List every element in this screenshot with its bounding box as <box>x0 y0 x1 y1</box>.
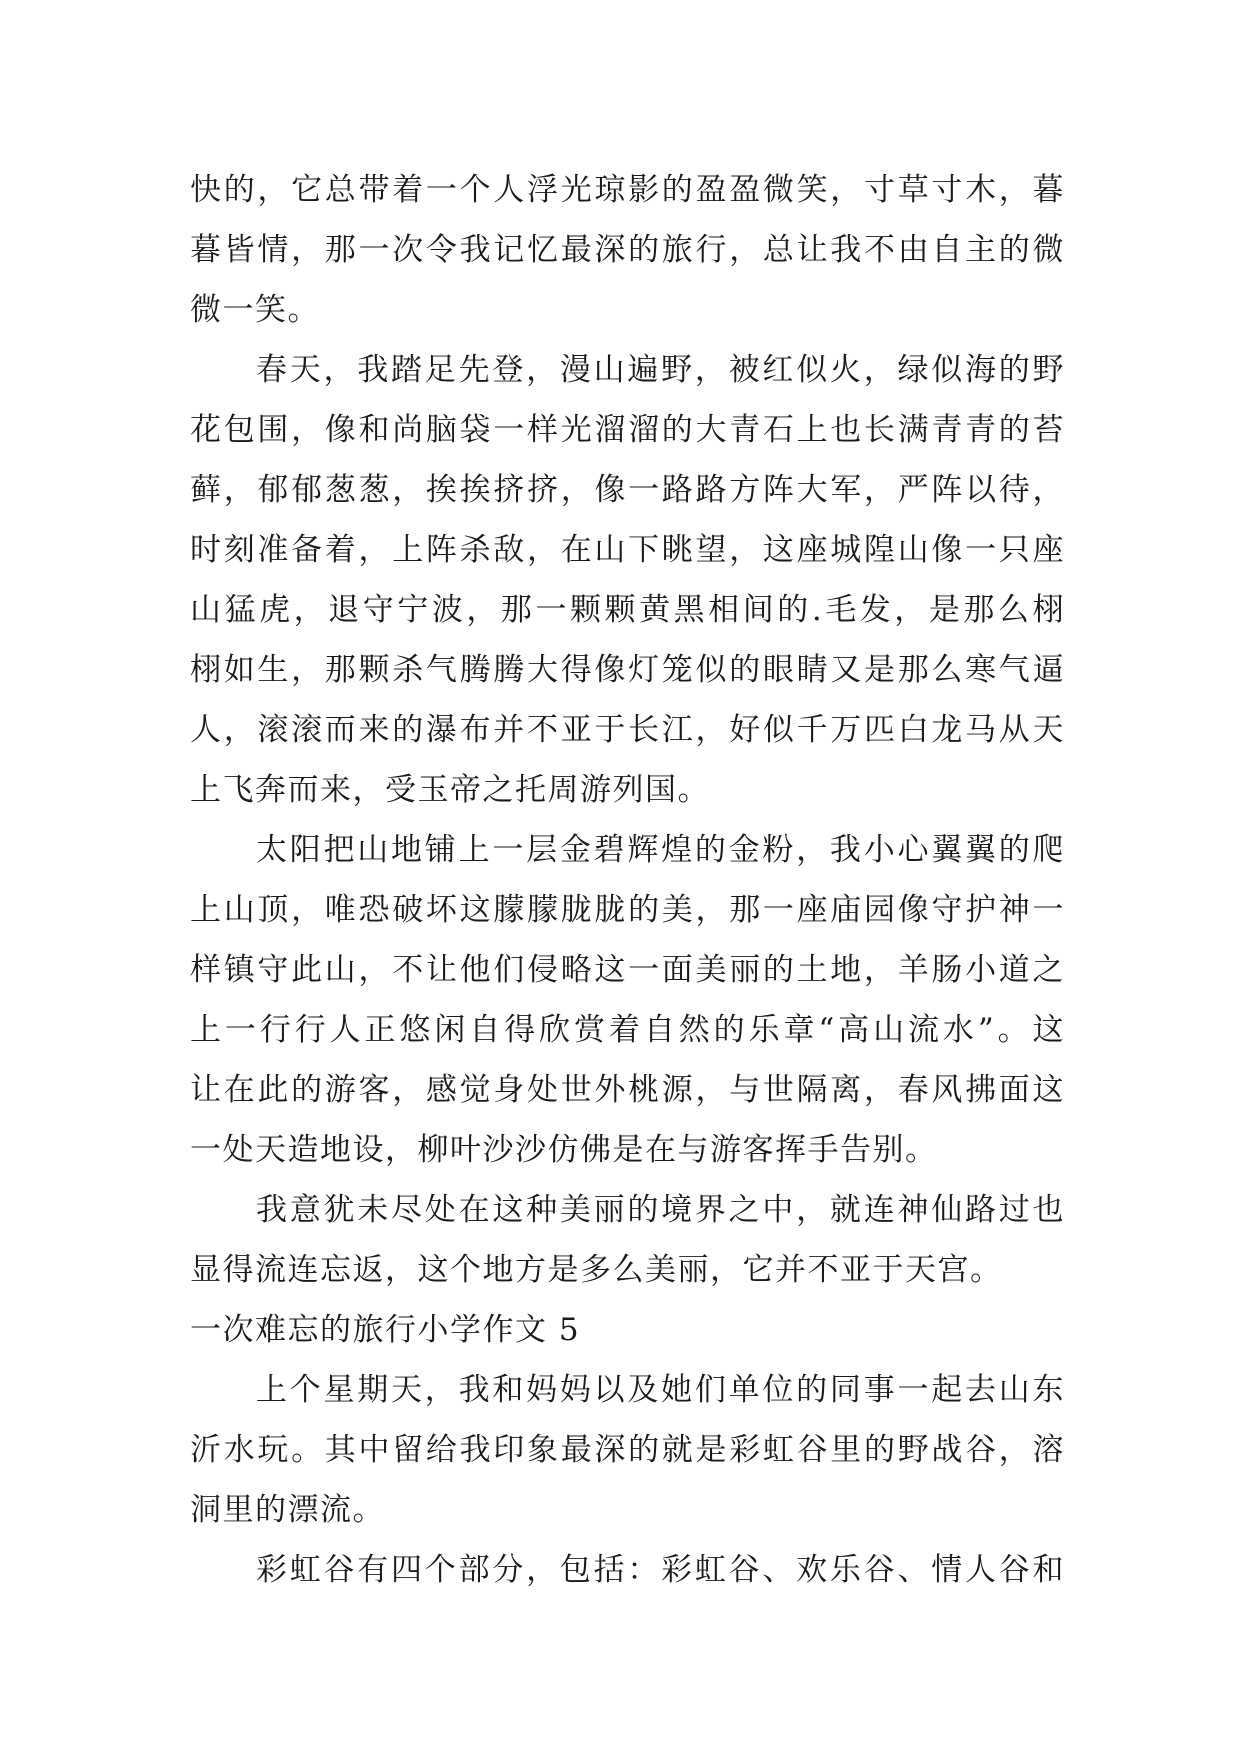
text-line: 藓，郁郁葱葱，挨挨挤挤，像一路路方阵大军，严阵以待， <box>190 472 1065 508</box>
text-line: 上个星期天，我和妈妈以及她们单位的同事一起去山东 <box>256 1372 1065 1408</box>
text-line: 上山顶，唯恐破坏这朦朦胧胧的美，那一座庙园像守护神一 <box>190 892 1065 928</box>
text-line: 样镇守此山，不让他们侵略这一面美丽的土地，羊肠小道之 <box>190 952 1065 988</box>
text-line: 太阳把山地铺上一层金碧辉煌的金粉，我小心翼翼的爬 <box>256 832 1065 868</box>
text-line: 我意犹未尽处在这种美丽的境界之中，就连神仙路过也 <box>256 1192 1065 1228</box>
text-line: 暮皆情，那一次令我记忆最深的旅行，总让我不由自主的微 <box>190 232 1065 268</box>
text-line: 栩如生，那颗杀气腾腾大得像灯笼似的眼睛又是那么寒气逼 <box>190 652 1065 688</box>
text-line: 春天，我踏足先登，漫山遍野，被红似火，绿似海的野 <box>256 352 1065 388</box>
text-line: 快的，它总带着一个人浮光琼影的盈盈微笑，寸草寸木，暮 <box>190 172 1065 208</box>
text-line: 微一笑。 <box>190 292 320 328</box>
text-line: 山猛虎，退守宁波，那一颗颗黄黑相间的.毛发，是那么栩 <box>190 592 1065 628</box>
text-line: 显得流连忘返，这个地方是多么美丽，它并不亚于天宫。 <box>190 1252 1003 1288</box>
text-line: 彩虹谷有四个部分，包括：彩虹谷、欢乐谷、情人谷和 <box>256 1552 1065 1588</box>
text-line: 时刻准备着，上阵杀敌，在山下眺望，这座城隍山像一只座 <box>190 532 1065 568</box>
text-line: 上一行行人正悠闲自得欣赏着自然的乐章“高山流水”。这 <box>190 1012 1065 1048</box>
text-line: 花包围，像和尚脑袋一样光溜溜的大青石上也长满青青的苔 <box>190 412 1065 448</box>
text-line: 沂水玩。其中留给我印象最深的就是彩虹谷里的野战谷，溶 <box>190 1432 1065 1468</box>
document-body <box>190 160 1065 1600</box>
text-line: 让在此的游客，感觉身处世外桃源，与世隔离，春风拂面这 <box>190 1072 1065 1108</box>
text-line: 洞里的漂流。 <box>190 1492 385 1528</box>
section-heading: 一次难忘的旅行小学作文 5 <box>190 1312 581 1348</box>
text-line: 一处天造地设，柳叶沙沙仿佛是在与游客挥手告别。 <box>190 1132 938 1168</box>
text-line: 人，滚滚而来的瀑布并不亚于长江，好似千万匹白龙马从天 <box>190 712 1065 748</box>
text-line: 上飞奔而来，受玉帝之托周游列国。 <box>190 772 710 808</box>
